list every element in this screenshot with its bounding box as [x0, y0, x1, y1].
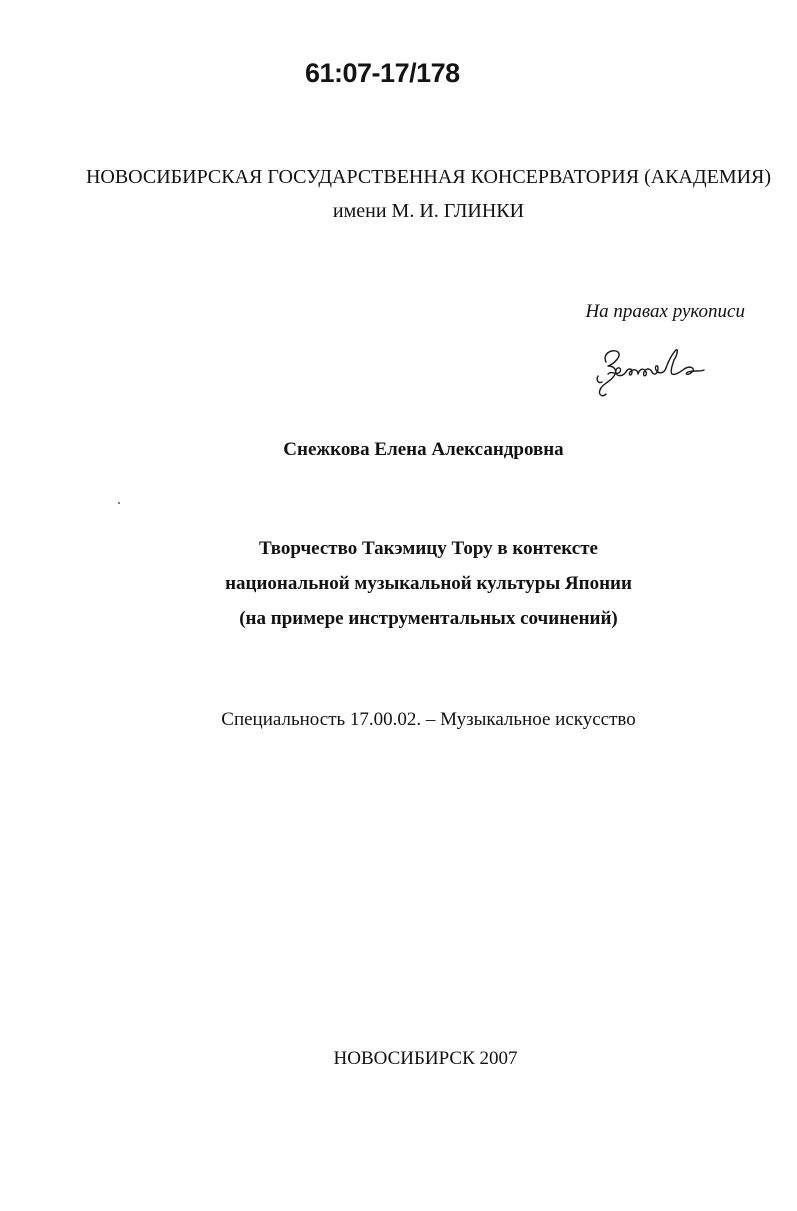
specialty-code: Специальность 17.00.02. – Музыкальное искусство [221, 709, 636, 730]
registration-number: 61:07-17/178 [305, 58, 460, 88]
thesis-title-line-1: Творчество Такэмицу Тору в контексте [259, 538, 598, 559]
manuscript-rights-note: На правах рукописи [585, 301, 745, 322]
handwritten-signature [592, 340, 712, 410]
institution-named-after: имени М. И. ГЛИНКИ [332, 200, 525, 222]
city-and-year: НОВОСИБИРСК 2007 [333, 1048, 518, 1069]
author-name: Снежкова Елена Александровна [283, 439, 564, 460]
thesis-title-line-2: национальной музыкальной культуры Японии [225, 573, 632, 594]
scan-speck [118, 502, 120, 504]
thesis-title-line-3: (на примере инструментальных сочинений) [239, 608, 618, 629]
institution-name: НОВОСИБИРСКАЯ ГОСУДАРСТВЕННАЯ КОНСЕРВАТОРИЯ (АКАДЕМИЯ) [85, 166, 772, 188]
